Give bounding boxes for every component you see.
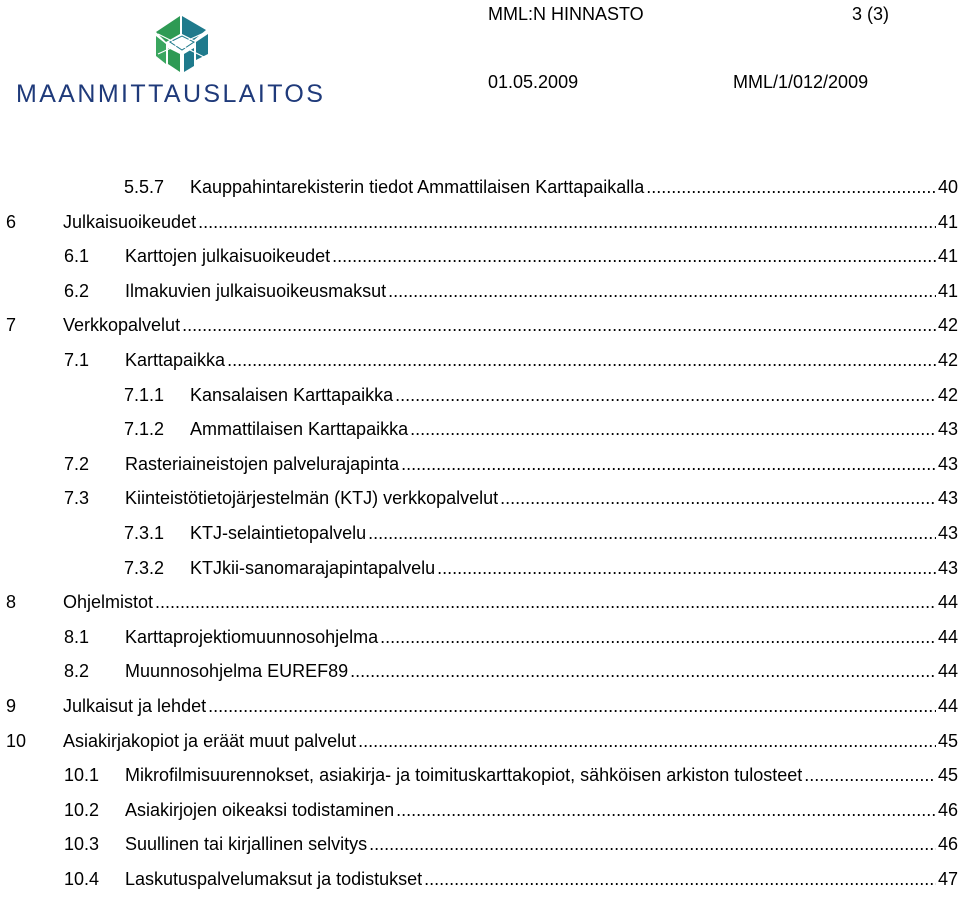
toc-entry[interactable] [0, 416, 960, 442]
toc-entry-title: KTJkii-sanomarajapintapalvelu [190, 557, 436, 578]
toc-entry[interactable] [0, 762, 960, 788]
toc-entry[interactable] [0, 555, 960, 581]
toc-entry-page: 42 [937, 350, 958, 370]
toc-entry-title: Julkaisut ja lehdet [63, 696, 207, 716]
toc-dot-leader [500, 485, 936, 511]
toc-entry-title: Verkkopalvelut [63, 315, 181, 336]
toc-dot-leader [646, 174, 936, 200]
toc-entry-title: Ilmakuvien julkaisuoikeusmaksut [125, 280, 387, 301]
toc-entry-number: 5.5.7 [124, 177, 165, 197]
toc-entry-page: 42 [937, 315, 958, 336]
document-date: 01.05.2009 [488, 72, 579, 92]
toc-dot-leader [380, 624, 936, 650]
toc-entry-number: 10.3 [64, 834, 100, 855]
toc-entry-page: 42 [937, 384, 958, 405]
toc-entry-page: 43 [937, 488, 958, 509]
toc-entry-page: 44 [937, 661, 958, 682]
toc-entry-page: 43 [937, 557, 958, 578]
toc-entry-page: 44 [937, 696, 958, 716]
toc-entry-title: KTJ-selaintietopalvelu [190, 523, 367, 543]
maanmittauslaitos-logo [16, 8, 326, 108]
toc-entry-number: 7.3.1 [124, 523, 165, 543]
toc-entry-page: 45 [937, 730, 958, 751]
toc-dot-leader [198, 209, 936, 235]
toc-dot-leader [332, 243, 936, 269]
toc-dot-leader [395, 382, 936, 408]
toc-entry-title: Laskutuspalvelumaksut ja todistukset [125, 869, 423, 889]
page-indicator: 3 (3) [852, 4, 890, 24]
toc-dot-leader [182, 312, 936, 338]
toc-entry-page: 40 [937, 177, 958, 197]
toc-entry-page: 47 [937, 869, 958, 889]
toc-dot-leader [388, 278, 936, 304]
toc-dot-leader [350, 658, 936, 684]
toc-dot-leader [358, 728, 936, 754]
toc-entry[interactable] [0, 382, 960, 408]
toc-entry-title: Karttapaikka [125, 350, 226, 370]
toc-entry-page: 43 [937, 419, 958, 440]
toc-entry-number: 10.1 [64, 765, 100, 786]
toc-entry-page: 44 [937, 626, 958, 647]
toc-entry-number: 9 [6, 696, 17, 716]
toc-entry[interactable] [0, 451, 960, 477]
toc-entry[interactable] [0, 520, 960, 546]
toc-dot-leader [155, 589, 936, 615]
toc-entry[interactable] [0, 589, 960, 615]
toc-entry[interactable] [0, 728, 960, 754]
toc-dot-leader [369, 831, 936, 857]
toc-entry-number: 10.2 [64, 799, 100, 820]
toc-entry-title: Kiinteistötietojärjestelmän (KTJ) verkkopalvelut [125, 488, 499, 509]
toc-entry-title: Muunnosohjelma EUREF89 [125, 661, 349, 682]
logo-wordmark: MAANMITTAUSLAITOS [16, 80, 326, 108]
toc-dot-leader [368, 520, 936, 546]
toc-entry-page: 46 [937, 834, 958, 855]
toc-entry-page: 41 [937, 211, 958, 232]
toc-entry-number: 6.2 [64, 280, 90, 301]
toc-entry-page: 44 [937, 592, 958, 613]
toc-entry-title: Kauppahintarekisterin tiedot Ammattilaisen Karttapaikalla [190, 177, 645, 197]
toc-entry-number: 7.1.2 [124, 419, 165, 440]
toc-entry-title: Karttaprojektiomuunnosohjelma [125, 626, 379, 647]
toc-entry[interactable] [0, 831, 960, 857]
toc-entry-title: Suullinen tai kirjallinen selvitys [125, 834, 368, 855]
document-reference: MML/1/012/2009 [733, 72, 869, 92]
toc-entry-number: 8.2 [64, 661, 90, 682]
toc-dot-leader [227, 347, 936, 373]
toc-dot-leader [401, 451, 936, 477]
toc-entry-page: 46 [937, 799, 958, 820]
toc-entry-number: 7.1.1 [124, 384, 165, 405]
toc-entry[interactable] [0, 866, 960, 892]
toc-entry-number: 6 [6, 211, 17, 232]
toc-entry-title: Mikrofilmisuurennokset, asiakirja- ja toimituskarttakopiot, sähköisen arkiston tulosteet [125, 765, 803, 786]
toc-entry[interactable] [0, 624, 960, 650]
toc-entry-page: 43 [937, 453, 958, 474]
toc-entry-page: 41 [937, 280, 958, 301]
toc-entry[interactable] [0, 278, 960, 304]
toc-entry-title: Rasteriaineistojen palvelurajapinta [125, 453, 400, 474]
toc-entry-page: 43 [937, 523, 958, 543]
toc-entry-title: Kansalaisen Karttapaikka [190, 384, 394, 405]
toc-entry-page: 45 [937, 765, 958, 786]
toc-dot-leader [804, 762, 936, 788]
toc-entry-title: Julkaisuoikeudet [63, 211, 197, 232]
toc-dot-leader [437, 555, 936, 581]
toc-dot-leader [208, 693, 936, 719]
toc-entry[interactable] [0, 243, 960, 269]
toc-entry-number: 7.1 [64, 350, 90, 370]
toc-entry-number: 8.1 [64, 626, 90, 647]
toc-entry[interactable] [0, 797, 960, 823]
toc-entry-title: Ammattilaisen Karttapaikka [190, 419, 409, 440]
toc-entry-title: Asiakirjojen oikeaksi todistaminen [125, 799, 395, 820]
toc-entry[interactable] [0, 658, 960, 684]
toc-entry-title: Karttojen julkaisuoikeudet [125, 246, 331, 267]
toc-entry-number: 7.2 [64, 453, 90, 474]
logo-mark-icon [150, 12, 214, 74]
document-title: MML:N HINNASTO [488, 4, 644, 24]
toc-entry[interactable] [0, 485, 960, 511]
toc-entry-number: 7 [6, 315, 17, 336]
toc-entry[interactable] [0, 312, 960, 338]
toc-entry-number: 8 [6, 592, 17, 613]
toc-dot-leader [410, 416, 936, 442]
toc-dot-leader [396, 797, 936, 823]
toc-entry[interactable] [0, 693, 960, 719]
toc-dot-leader [424, 866, 936, 892]
toc-entry-title: Asiakirjakopiot ja eräät muut palvelut [63, 730, 357, 751]
toc-entry-number: 10.4 [64, 869, 100, 889]
toc-entry-number: 7.3 [64, 488, 90, 509]
toc-entry-title: Ohjelmistot [63, 592, 154, 613]
toc-entry[interactable] [0, 347, 960, 373]
toc-entry-number: 10 [6, 730, 27, 751]
toc-entry[interactable] [0, 209, 960, 235]
toc-entry-number: 6.1 [64, 246, 90, 267]
toc-entry[interactable] [0, 174, 960, 200]
toc-entry-number: 7.3.2 [124, 557, 165, 578]
toc-entry-page: 41 [937, 246, 958, 267]
